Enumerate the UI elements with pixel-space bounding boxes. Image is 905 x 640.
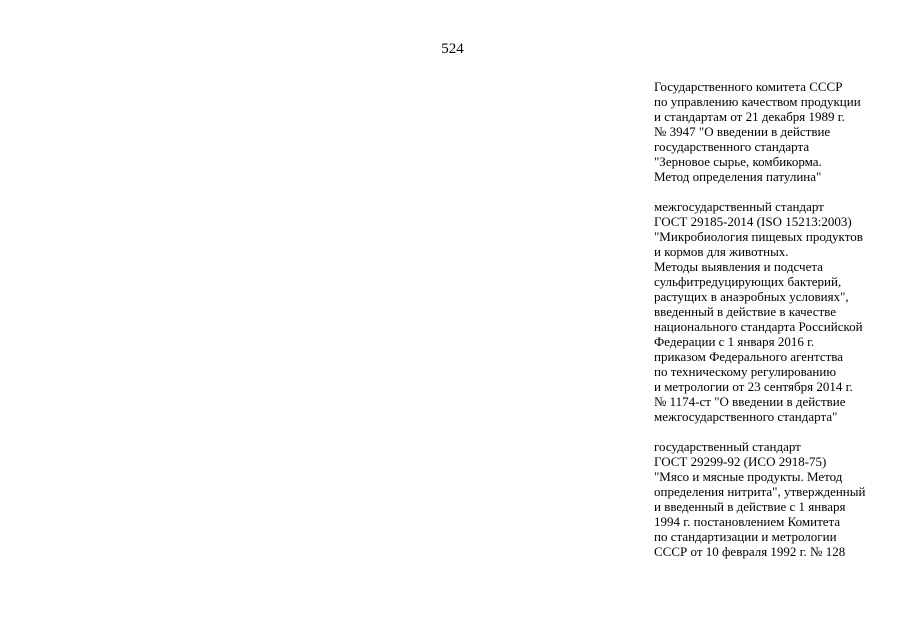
- text-line: межгосударственного стандарта": [654, 409, 838, 424]
- text-line: сульфитредуцирующих бактерий,: [654, 274, 842, 289]
- text-line: и метрологии от 23 сентября 2014 г.: [654, 379, 853, 394]
- text-line: и кормов для животных.: [654, 244, 789, 259]
- text-line: Государственного комитета СССР: [654, 79, 843, 94]
- text-line: Метод определения патулина": [654, 169, 822, 184]
- text-line: "Мясо и мясные продукты. Метод: [654, 469, 843, 484]
- text-line: определения нитрита", утвержденный: [654, 484, 866, 499]
- text-line: государственный стандарт: [654, 439, 801, 454]
- text-line: и стандартам от 21 декабря 1989 г.: [654, 109, 845, 124]
- text-line: № 3947 "О введении в действие: [654, 124, 831, 139]
- text-line: государственного стандарта: [654, 139, 810, 154]
- page-number: 524: [441, 41, 464, 57]
- text-line: "Зерновое сырье, комбикорма.: [654, 154, 822, 169]
- text-line: ГОСТ 29185-2014 (ISO 15213:2003): [654, 214, 852, 229]
- text-line: по техническому регулированию: [654, 364, 837, 379]
- text-line: 1994 г. постановлением Комитета: [654, 514, 841, 529]
- text-line: растущих в анаэробных условиях",: [654, 289, 849, 304]
- text-line: и введенный в действие с 1 января: [654, 499, 846, 514]
- entry-gost-29185-2014: [654, 199, 899, 424]
- text-line: СССР от 10 февраля 1992 г. № 128: [654, 544, 846, 559]
- text-line: межгосударственный стандарт: [654, 199, 824, 214]
- text-line: № 1174-ст "О введении в действие: [654, 394, 846, 409]
- text-line: Методы выявления и подсчета: [654, 259, 823, 274]
- text-line: по управлению качеством продукции: [654, 94, 861, 109]
- document-text-column: [654, 79, 899, 574]
- text-line: ГОСТ 29299-92 (ИСО 2918-75): [654, 454, 827, 469]
- text-line: по стандартизации и метрологии: [654, 529, 837, 544]
- entry-gost-29299-92: [654, 439, 899, 559]
- text-line: национального стандарта Российской: [654, 319, 863, 334]
- text-line: приказом Федерального агентства: [654, 349, 844, 364]
- text-line: Федерации с 1 января 2016 г.: [654, 334, 815, 349]
- text-line: введенный в действие в качестве: [654, 304, 837, 319]
- entry-patulin-standard: [654, 79, 899, 184]
- text-line: "Микробиология пищевых продуктов: [654, 229, 863, 244]
